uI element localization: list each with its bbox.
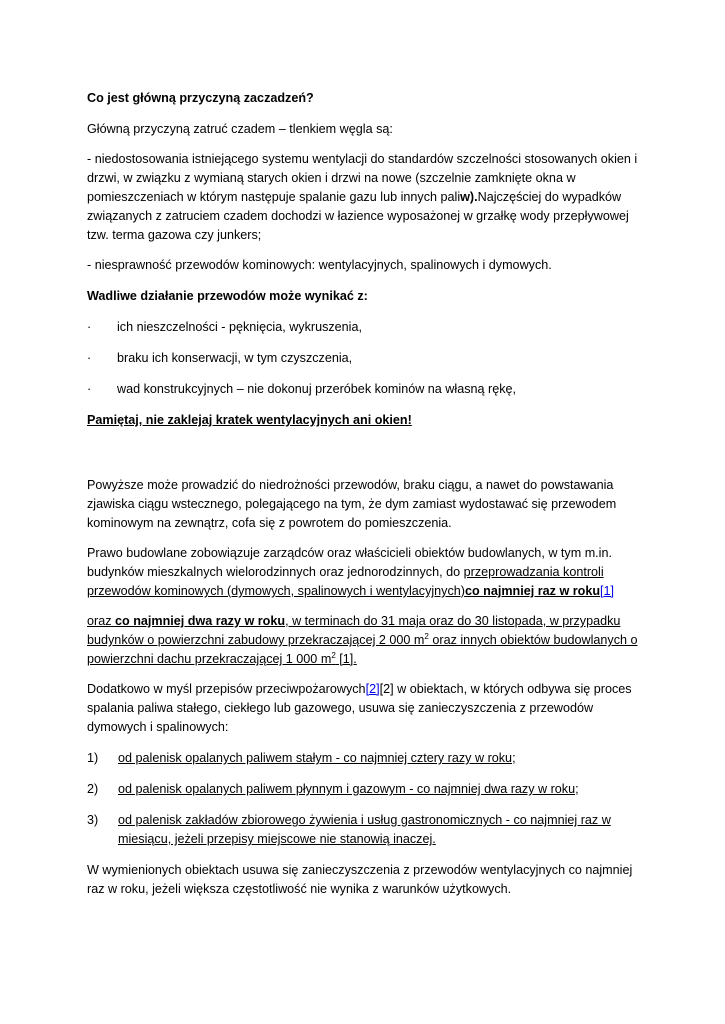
para-law-text: Prawo budowlane zobowiązuje zarządców oraz właścicieli obiektów budowlanych, w tym m.in. budynków mieszkalnych wielorodzinnych oraz jednorodzinnych, do xyxy=(87,546,612,579)
para-law-underlined: przeprowadzania kontroli przewodów kominowych (dymowych, spalinowych i wentylacyjnych) xyxy=(87,565,604,598)
footnote-link-2[interactable]: [2] xyxy=(365,682,380,696)
list-item: od palenisk opalanych paliwem płynnym i gazowym - co najmniej dwa razy w roku; xyxy=(118,782,579,796)
para-fire xyxy=(87,680,647,737)
list-number: 1) xyxy=(87,751,99,765)
list-item: od palenisk zakładów zbiorowego żywienia i usług gastronomicznych - co najmniej raz w miesiącu, jeżeli przepisy miejscowe nie stanowią inaczej. xyxy=(118,813,611,846)
para-twice-lead: oraz xyxy=(87,614,115,628)
faulty-heading: Wadliwe działanie przewodów może wynikać z: xyxy=(87,289,368,303)
warning-text: Pamiętaj, nie zaklejaj kratek wentylacyjnych ani okien! xyxy=(87,413,412,427)
para-fire-text-a: Dodatkowo w myśl przepisów przeciwpożarowych xyxy=(87,682,366,696)
para-ventilation: W wymienionych obiektach usuwa się zanieczyszczenia z przewodów wentylacyjnych co najmniej raz w roku, jeżeli większa częstotliwość nie wynika z warunków użytkowych. xyxy=(87,863,633,896)
superscript: 2 xyxy=(424,631,429,641)
para-effects: Powyższe może prowadzić do niedrożności przewodów, braku ciągu, a nawet do powstawania zjawiska ciągu wstecznego, polegającego na tym, że dym zamiast wydostawać się przewodem kominowym na zewnątrz, cofa się z powrotem do pomieszczenia. xyxy=(87,478,617,530)
cause-chimney: - niesprawność przewodów kominowych: wentylacyjnych, spalinowych i dymowych. xyxy=(87,258,552,272)
para-twice-text-b: oraz innych obiektów budowlanych o powierzchni dachu przekraczającej 1 000 m xyxy=(87,633,638,666)
para-twice-text-a: , w terminach do 31 maja oraz do 30 listopada, w przypadku budynków o powierzchni zabudowy przekraczającej 2 000 m xyxy=(87,614,621,647)
cause-ventilation-text-b: Najczęściej do wypadków związanych z zatruciem czadem dochodzi w łazience wyposażonej w grzałkę wody przepływowej tzw. terma gazowa czy junkers; xyxy=(87,190,629,242)
cause-ventilation-text-a: - niedostosowania istniejącego systemu wentylacji do standardów szczelności stosowanych okien i drzwi, w związku z wymianą starych okien i drzwi na nowe (szczelnie zamknięte okna w pomieszczeniach w którym następuje spalanie gazu lub innych pali xyxy=(87,152,638,204)
bullet-marker: · xyxy=(87,382,92,396)
list-item: od palenisk opalanych paliwem stałym - co najmniej cztery razy w roku; xyxy=(118,751,516,765)
para-twice-tail: [1]. xyxy=(335,652,357,666)
heading-question: Co jest główną przyczyną zaczadzeń? xyxy=(87,91,314,105)
list-number: 2) xyxy=(87,782,99,796)
bullet-item: braku ich konserwacji, w tym czyszczenia, xyxy=(117,351,353,365)
para-law xyxy=(87,544,647,601)
para-twice xyxy=(87,612,647,669)
footnote-link-1[interactable]: [1] xyxy=(600,584,615,598)
intro-text: Główną przyczyną zatruć czadem – tlenkiem węgla są: xyxy=(87,122,393,136)
para-law-frequency: co najmniej raz w roku xyxy=(464,584,601,598)
bullet-marker: · xyxy=(87,351,92,365)
bullet-marker: · xyxy=(87,320,92,334)
cause-ventilation-bold: w). xyxy=(460,190,478,204)
bullet-item: wad konstrukcyjnych – nie dokonuj przeróbek kominów na własną rękę, xyxy=(117,382,517,396)
cause-ventilation xyxy=(87,150,647,245)
para-twice-bold: co najmniej dwa razy w roku xyxy=(115,614,286,628)
para-fire-text-b: [2] w obiektach, w których odbywa się proces spalania paliwa stałego, ciekłego lub gazowego, usuwa się zanieczyszczenia z przewodów dymowych i spalinowych: xyxy=(87,682,632,734)
superscript: 2 xyxy=(331,650,336,660)
bullet-item: ich nieszczelności - pęknięcia, wykruszenia, xyxy=(117,320,362,334)
list-number: 3) xyxy=(87,813,99,827)
